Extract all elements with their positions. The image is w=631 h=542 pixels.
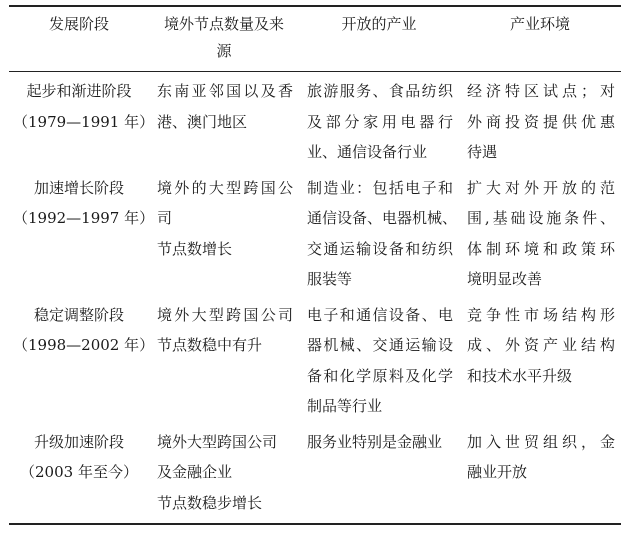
cell-line: 节点数增长	[157, 239, 233, 258]
cell-line: 备和化学原料及化学	[307, 366, 453, 385]
table-row	[9, 173, 621, 300]
cell-line: 成、外资产业结构	[467, 336, 615, 354]
cell-line: 境外大型跨国公司	[157, 305, 293, 324]
cell-line: 及部分家用电器行	[307, 112, 453, 131]
cell-line: 境外的大型跨国公	[157, 178, 293, 197]
header-environment	[459, 7, 621, 71]
cell-line: 境外大型跨国公司	[157, 432, 278, 451]
cell-line: （1998—2002 年）	[13, 336, 155, 354]
table-body-grid	[9, 72, 621, 523]
header-text: 开放的产业	[341, 15, 417, 33]
cell-environment	[459, 300, 621, 427]
cell-nodes	[149, 72, 299, 173]
cell-line: 及金融企业	[157, 463, 233, 481]
cell-line: 节点数稳步增长	[157, 493, 263, 512]
cell-line: 业、通信设备行业	[307, 143, 428, 161]
cell-environment	[459, 72, 621, 173]
cell-industries	[299, 300, 459, 427]
cell-environment	[459, 427, 621, 524]
cell-line: 待遇	[467, 143, 498, 161]
cell-line: 加速增长阶段	[33, 178, 124, 197]
cell-line: 稳定调整阶段	[33, 305, 124, 324]
cell-line: 扩大对外开放的范	[467, 178, 615, 197]
header-nodes	[149, 7, 299, 71]
table-header	[9, 7, 621, 71]
table-bottom-rule	[9, 523, 621, 525]
header-text: 发展阶段	[48, 15, 109, 33]
header-text: 境外节点数量及来	[163, 15, 284, 33]
cell-line: 电子和通信设备、电	[307, 305, 453, 324]
cell-line: 交通运输设备和纺织	[307, 239, 453, 258]
table-grid	[9, 7, 621, 71]
cell-stage	[9, 72, 155, 173]
cell-nodes	[149, 427, 299, 524]
cell-line: （1992—1997 年）	[13, 209, 155, 227]
table-body	[9, 72, 621, 523]
cell-nodes	[149, 173, 299, 300]
cell-line: 竞争性市场结构形	[467, 305, 615, 324]
header-text: 源	[216, 42, 232, 60]
header-stage	[9, 7, 149, 71]
cell-line: 经济特区试点；对	[467, 82, 615, 100]
cell-stage	[9, 300, 155, 427]
cell-line: 制造业：包括电子和	[307, 178, 453, 197]
cell-line: 体制环境和政策环	[467, 239, 615, 258]
cell-industries	[299, 173, 459, 300]
cell-industries	[299, 427, 459, 524]
cell-line: 司	[157, 209, 173, 227]
cell-line: （1979—1991 年）	[13, 112, 155, 131]
cell-line: 围,基础设施条件、	[467, 209, 615, 227]
cell-line: （2003 年至今）	[20, 463, 138, 481]
table-row	[9, 427, 621, 524]
development-stages-table	[9, 5, 621, 525]
header-text: 产业环境	[509, 15, 570, 33]
cell-nodes	[149, 300, 299, 427]
cell-industries	[299, 72, 459, 173]
cell-stage	[9, 427, 149, 524]
cell-line: 境明显改善	[467, 270, 543, 288]
cell-line: 器机械、交通运输设	[307, 336, 453, 354]
header-industries	[299, 7, 459, 71]
cell-line: 节点数稳中有升	[157, 336, 263, 354]
cell-line: 服装等	[307, 270, 353, 288]
cell-line: 融业开放	[467, 463, 528, 481]
cell-stage	[9, 173, 155, 300]
cell-line: 旅游服务、食品纺织	[307, 82, 453, 100]
cell-line: 外商投资提供优惠	[467, 112, 615, 131]
cell-line: 制品等行业	[307, 397, 383, 415]
header-row	[9, 7, 621, 71]
cell-line: 港、澳门地区	[157, 112, 248, 131]
cell-line: 东南亚邻国以及香	[157, 82, 293, 100]
cell-environment	[459, 173, 621, 300]
cell-line: 和技术水平升级	[467, 366, 573, 385]
cell-line: 起步和渐进阶段	[26, 82, 132, 100]
cell-line: 通信设备、电器机械、	[307, 209, 458, 227]
table-row	[9, 300, 621, 427]
cell-line: 加入世贸组织，金	[467, 432, 615, 451]
table-row	[9, 72, 621, 173]
cell-line: 升级加速阶段	[33, 432, 124, 451]
cell-line: 服务业特别是金融业	[307, 432, 443, 451]
